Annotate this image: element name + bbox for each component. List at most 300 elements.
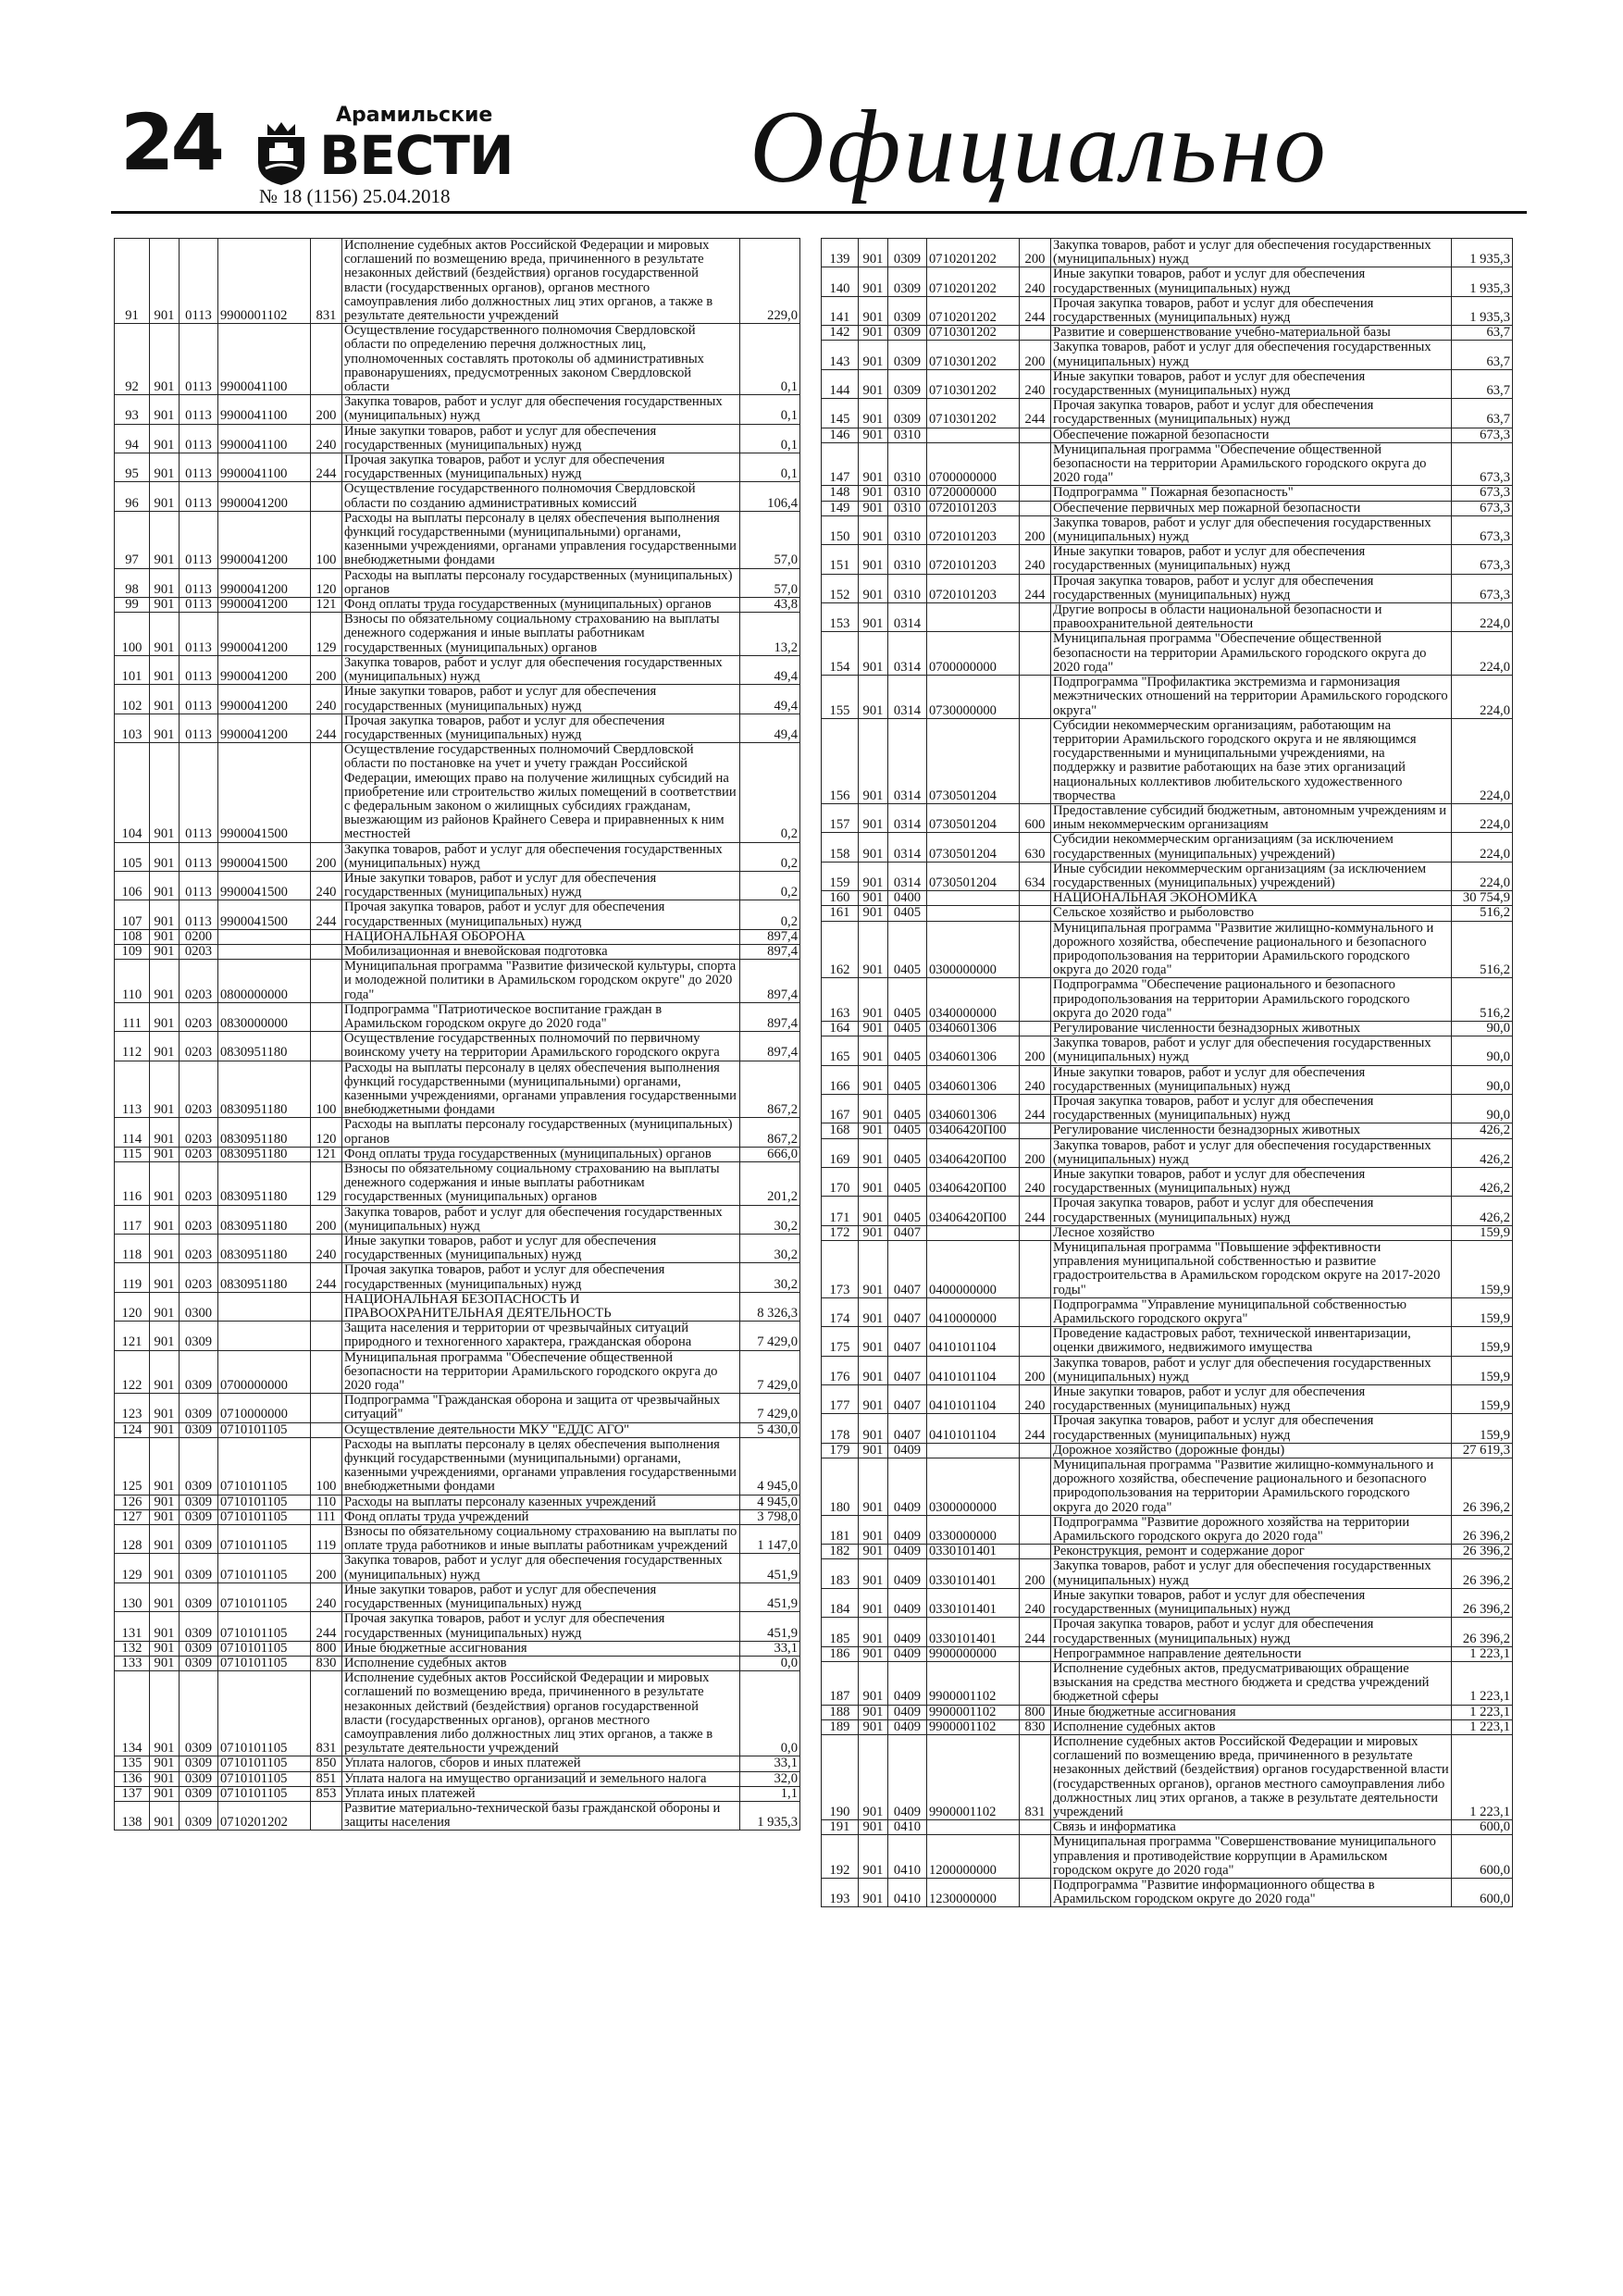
admin-code: 901 bbox=[859, 1094, 888, 1123]
description: Муниципальная программа "Развитие жилищно-коммунального и дорожного хозяйства, обеспечение рационального и безопасного природопользования на территории Арамильского городского округа до 2020 года" bbox=[1051, 921, 1452, 978]
row-number: 155 bbox=[822, 676, 859, 719]
table-row bbox=[115, 842, 800, 871]
amount: 1 935,3 bbox=[1452, 239, 1513, 267]
target-code: 1230000000 bbox=[927, 1878, 1020, 1906]
section-code: 0203 bbox=[180, 1263, 218, 1292]
expense-type-code: 244 bbox=[1020, 1094, 1051, 1123]
target-code: 0330101401 bbox=[927, 1588, 1020, 1617]
expense-type-code bbox=[1020, 442, 1051, 486]
amount: 1 147,0 bbox=[740, 1525, 800, 1554]
table-row bbox=[822, 239, 1513, 267]
target-code: 0700000000 bbox=[927, 442, 1020, 486]
row-number: 126 bbox=[115, 1495, 150, 1509]
amount: 90,0 bbox=[1452, 1094, 1513, 1123]
expense-type-code bbox=[1020, 501, 1051, 515]
target-code: 9900041200 bbox=[218, 482, 311, 511]
admin-code: 901 bbox=[859, 1225, 888, 1240]
table-row bbox=[822, 1168, 1513, 1197]
table-row bbox=[115, 1671, 800, 1756]
table-row bbox=[115, 1756, 800, 1771]
amount: 159,9 bbox=[1452, 1327, 1513, 1356]
budget-table-right bbox=[821, 238, 1513, 1907]
table-row bbox=[115, 929, 800, 944]
section-code: 0113 bbox=[180, 395, 218, 424]
target-code: 0710101105 bbox=[218, 1671, 311, 1756]
table-row bbox=[115, 1032, 800, 1061]
row-number: 151 bbox=[822, 545, 859, 574]
row-number: 148 bbox=[822, 486, 859, 501]
target-code: 0340601306 bbox=[927, 1094, 1020, 1123]
expense-type-code: 119 bbox=[311, 1525, 342, 1554]
amount: 26 396,2 bbox=[1452, 1618, 1513, 1646]
admin-code: 901 bbox=[859, 1545, 888, 1559]
target-code: 9900000000 bbox=[927, 1646, 1020, 1661]
description: Сельское хозяйство и рыболовство bbox=[1051, 906, 1452, 921]
page-header bbox=[111, 90, 1527, 213]
admin-code: 901 bbox=[859, 718, 888, 803]
table-row bbox=[115, 900, 800, 929]
description: Прочая закупка товаров, работ и услуг для обеспечения государственных (муниципальных) нужд bbox=[342, 1612, 740, 1641]
amount: 600,0 bbox=[1452, 1820, 1513, 1835]
section-code: 0310 bbox=[888, 501, 927, 515]
description: Иные закупки товаров, работ и услуг для обеспечения государственных (муниципальных) нужд bbox=[342, 871, 740, 900]
target-code: 9900041200 bbox=[218, 714, 311, 742]
section-code: 0409 bbox=[888, 1443, 927, 1458]
section-title: Официально bbox=[750, 90, 1329, 205]
amount: 426,2 bbox=[1452, 1197, 1513, 1225]
section-code: 0200 bbox=[180, 929, 218, 944]
amount: 426,2 bbox=[1452, 1138, 1513, 1167]
section-code: 0407 bbox=[888, 1385, 927, 1414]
table-row bbox=[115, 1061, 800, 1118]
amount: 666,0 bbox=[740, 1147, 800, 1161]
admin-code: 901 bbox=[859, 428, 888, 442]
amount: 106,4 bbox=[740, 482, 800, 511]
section-code: 0309 bbox=[180, 1509, 218, 1524]
expense-type-code bbox=[1020, 1123, 1051, 1138]
target-code: 0410000000 bbox=[927, 1297, 1020, 1326]
amount: 1 223,1 bbox=[1452, 1705, 1513, 1719]
section-code: 0410 bbox=[888, 1878, 927, 1906]
page-number: 24 bbox=[120, 97, 221, 188]
section-code: 0405 bbox=[888, 1123, 927, 1138]
section-code: 0309 bbox=[180, 1582, 218, 1611]
expense-type-code bbox=[1020, 718, 1051, 803]
amount: 516,2 bbox=[1452, 906, 1513, 921]
description: Подпрограмма "Патриотическое воспитание граждан в Арамильском городском округе до 2020 года" bbox=[342, 1002, 740, 1031]
admin-code: 901 bbox=[150, 1509, 180, 1524]
description: Реконструкция, ремонт и содержание дорог bbox=[1051, 1545, 1452, 1559]
row-number: 123 bbox=[115, 1394, 150, 1422]
admin-code: 901 bbox=[859, 1385, 888, 1414]
row-number: 175 bbox=[822, 1327, 859, 1356]
description: Прочая закупка товаров, работ и услуг для обеспечения государственных (муниципальных) нужд bbox=[1051, 1618, 1452, 1646]
table-row bbox=[822, 296, 1513, 325]
target-code: 0300000000 bbox=[927, 921, 1020, 978]
row-number: 121 bbox=[115, 1322, 150, 1350]
row-number: 143 bbox=[822, 341, 859, 369]
expense-type-code: 244 bbox=[1020, 296, 1051, 325]
table-row bbox=[822, 978, 1513, 1022]
row-number: 149 bbox=[822, 501, 859, 515]
expense-type-code: 244 bbox=[1020, 1197, 1051, 1225]
table-row bbox=[115, 1263, 800, 1292]
amount: 32,0 bbox=[740, 1771, 800, 1786]
target-code bbox=[927, 1820, 1020, 1835]
section-code: 0407 bbox=[888, 1225, 927, 1240]
table-row bbox=[115, 511, 800, 568]
section-code: 0409 bbox=[888, 1661, 927, 1705]
table-row bbox=[822, 1065, 1513, 1094]
row-number: 109 bbox=[115, 944, 150, 959]
section-code: 0314 bbox=[888, 603, 927, 632]
target-code: 0330101401 bbox=[927, 1618, 1020, 1646]
row-number: 117 bbox=[115, 1205, 150, 1234]
description: Подпрограмма "Развитие дорожного хозяйства на территории Арамильского городского округа до 2020 года" bbox=[1051, 1515, 1452, 1544]
section-code: 0405 bbox=[888, 1036, 927, 1065]
table-row bbox=[822, 399, 1513, 428]
amount: 224,0 bbox=[1452, 862, 1513, 890]
row-number: 94 bbox=[115, 424, 150, 453]
expense-type-code: 240 bbox=[1020, 1065, 1051, 1094]
amount: 1,1 bbox=[740, 1786, 800, 1801]
row-number: 111 bbox=[115, 1002, 150, 1031]
left-column bbox=[114, 238, 800, 1831]
amount: 5 430,0 bbox=[740, 1422, 800, 1437]
admin-code: 901 bbox=[859, 1458, 888, 1516]
amount: 43,8 bbox=[740, 598, 800, 613]
amount: 1 935,3 bbox=[1452, 296, 1513, 325]
admin-code: 901 bbox=[150, 1437, 180, 1495]
amount: 0,1 bbox=[740, 395, 800, 424]
admin-code: 901 bbox=[150, 613, 180, 656]
target-code: 0710201202 bbox=[927, 239, 1020, 267]
row-number: 167 bbox=[822, 1094, 859, 1123]
description: Фонд оплаты труда государственных (муниципальных) органов bbox=[342, 1147, 740, 1161]
amount: 897,4 bbox=[740, 1002, 800, 1031]
expense-type-code bbox=[311, 1801, 342, 1830]
amount: 0,1 bbox=[740, 324, 800, 395]
section-code: 0113 bbox=[180, 482, 218, 511]
amount: 26 396,2 bbox=[1452, 1458, 1513, 1516]
row-number: 146 bbox=[822, 428, 859, 442]
target-code: 9900041500 bbox=[218, 842, 311, 871]
expense-type-code bbox=[1020, 1545, 1051, 1559]
expense-type-code bbox=[1020, 486, 1051, 501]
row-number: 129 bbox=[115, 1554, 150, 1582]
description: Иные закупки товаров, работ и услуг для обеспечения государственных (муниципальных) нужд bbox=[1051, 1588, 1452, 1617]
row-number: 108 bbox=[115, 929, 150, 944]
admin-code: 901 bbox=[859, 1705, 888, 1719]
section-code: 0309 bbox=[888, 399, 927, 428]
expense-type-code: 830 bbox=[1020, 1719, 1051, 1734]
row-number: 153 bbox=[822, 603, 859, 632]
row-number: 178 bbox=[822, 1414, 859, 1443]
description: Закупка товаров, работ и услуг для обеспечения государственных (муниципальных) нужд bbox=[342, 1554, 740, 1582]
amount: 516,2 bbox=[1452, 978, 1513, 1022]
description: Закупка товаров, работ и услуг для обеспечения государственных (муниципальных) нужд bbox=[1051, 341, 1452, 369]
admin-code: 901 bbox=[859, 399, 888, 428]
expense-type-code: 240 bbox=[1020, 545, 1051, 574]
table-row bbox=[115, 685, 800, 714]
section-code: 0407 bbox=[888, 1356, 927, 1384]
row-number: 140 bbox=[822, 267, 859, 296]
expense-type-code bbox=[1020, 1661, 1051, 1705]
amount: 33,1 bbox=[740, 1641, 800, 1656]
admin-code: 901 bbox=[150, 1235, 180, 1263]
admin-code: 901 bbox=[859, 1820, 888, 1835]
row-number: 136 bbox=[115, 1771, 150, 1786]
description: Прочая закупка товаров, работ и услуг для обеспечения государственных (муниципальных) нужд bbox=[342, 453, 740, 482]
description: Иные закупки товаров, работ и услуг для обеспечения государственных (муниципальных) нужд bbox=[1051, 545, 1452, 574]
description: НАЦИОНАЛЬНАЯ ЭКОНОМИКА bbox=[1051, 891, 1452, 906]
expense-type-code bbox=[311, 960, 342, 1003]
amount: 13,2 bbox=[740, 613, 800, 656]
description: Подпрограмма "Гражданская оборона и защита от чрезвычайных ситуаций" bbox=[342, 1394, 740, 1422]
admin-code: 901 bbox=[150, 655, 180, 684]
admin-code: 901 bbox=[150, 1771, 180, 1786]
target-code: 0710101105 bbox=[218, 1786, 311, 1801]
amount: 201,2 bbox=[740, 1162, 800, 1206]
expense-type-code: 240 bbox=[1020, 1168, 1051, 1197]
section-code: 0309 bbox=[180, 1495, 218, 1509]
admin-code: 901 bbox=[150, 714, 180, 742]
expense-type-code: 853 bbox=[311, 1786, 342, 1801]
section-code: 0309 bbox=[888, 296, 927, 325]
amount: 159,9 bbox=[1452, 1241, 1513, 1298]
row-number: 161 bbox=[822, 906, 859, 921]
description: Осуществление государственного полномочия Свердловской области по определению перечня должностных лиц, уполномоченных составлять протоколы об административных правонарушениях, предусмотренных законом Свердловской области bbox=[342, 324, 740, 395]
admin-code: 901 bbox=[150, 960, 180, 1003]
table-row bbox=[822, 428, 1513, 442]
target-code: 0710201202 bbox=[927, 267, 1020, 296]
expense-type-code bbox=[1020, 1820, 1051, 1835]
section-code: 0314 bbox=[888, 676, 927, 719]
section-code: 0309 bbox=[180, 1437, 218, 1495]
target-code: 9900041200 bbox=[218, 613, 311, 656]
table-row bbox=[822, 1036, 1513, 1065]
section-code: 0309 bbox=[888, 239, 927, 267]
admin-code: 901 bbox=[859, 1559, 888, 1588]
row-number: 141 bbox=[822, 296, 859, 325]
amount: 426,2 bbox=[1452, 1168, 1513, 1197]
target-code: 9900001102 bbox=[927, 1734, 1020, 1819]
admin-code: 901 bbox=[150, 1554, 180, 1582]
target-code: 0710101105 bbox=[218, 1641, 311, 1656]
target-code: 9900041200 bbox=[218, 685, 311, 714]
amount: 159,9 bbox=[1452, 1297, 1513, 1326]
admin-code: 901 bbox=[150, 395, 180, 424]
amount: 159,9 bbox=[1452, 1225, 1513, 1240]
section-code: 0113 bbox=[180, 655, 218, 684]
description: Расходы на выплаты персоналу казенных учреждений bbox=[342, 1495, 740, 1509]
admin-code: 901 bbox=[859, 574, 888, 602]
table-row bbox=[822, 1138, 1513, 1167]
section-code: 0309 bbox=[180, 1394, 218, 1422]
row-number: 189 bbox=[822, 1719, 859, 1734]
section-code: 0400 bbox=[888, 891, 927, 906]
admin-code: 901 bbox=[859, 369, 888, 398]
amount: 30 754,9 bbox=[1452, 891, 1513, 906]
section-code: 0405 bbox=[888, 1065, 927, 1094]
row-number: 171 bbox=[822, 1197, 859, 1225]
row-number: 144 bbox=[822, 369, 859, 398]
table-row bbox=[115, 395, 800, 424]
description: Фонд оплаты труда государственных (муниципальных) органов bbox=[342, 598, 740, 613]
table-row bbox=[822, 632, 1513, 676]
admin-code: 901 bbox=[150, 900, 180, 929]
table-row bbox=[115, 1656, 800, 1670]
amount: 8 326,3 bbox=[740, 1292, 800, 1321]
row-number: 104 bbox=[115, 743, 150, 842]
admin-code: 901 bbox=[859, 341, 888, 369]
admin-code: 901 bbox=[150, 598, 180, 613]
section-code: 0410 bbox=[888, 1835, 927, 1879]
target-code bbox=[927, 603, 1020, 632]
admin-code: 901 bbox=[859, 1297, 888, 1326]
row-number: 113 bbox=[115, 1061, 150, 1118]
admin-code: 901 bbox=[150, 1656, 180, 1670]
table-row bbox=[822, 718, 1513, 803]
amount: 224,0 bbox=[1452, 803, 1513, 832]
target-code: 0730501204 bbox=[927, 862, 1020, 890]
admin-code: 901 bbox=[859, 1661, 888, 1705]
target-code: 9900041500 bbox=[218, 743, 311, 842]
description: Связь и информатика bbox=[1051, 1820, 1452, 1835]
admin-code: 901 bbox=[859, 1241, 888, 1298]
amount: 1 935,3 bbox=[740, 1801, 800, 1830]
expense-type-code: 240 bbox=[311, 871, 342, 900]
section-code: 0405 bbox=[888, 1138, 927, 1167]
expense-type-code bbox=[1020, 921, 1051, 978]
amount: 49,4 bbox=[740, 685, 800, 714]
target-code: 9900041100 bbox=[218, 324, 311, 395]
amount: 7 429,0 bbox=[740, 1322, 800, 1350]
expense-type-code: 100 bbox=[311, 1061, 342, 1118]
target-code: 0710101105 bbox=[218, 1554, 311, 1582]
description: Расходы на выплаты персоналу в целях обеспечения выполнения функций государственными (муниципальными) органами, казенными учреждениями, органами управления государственными внебюджетными фондами bbox=[342, 511, 740, 568]
amount: 673,3 bbox=[1452, 428, 1513, 442]
description: Закупка товаров, работ и услуг для обеспечения государственных (муниципальных) нужд bbox=[1051, 1356, 1452, 1384]
expense-type-code bbox=[1020, 428, 1051, 442]
expense-type-code: 830 bbox=[311, 1656, 342, 1670]
table-row bbox=[822, 1820, 1513, 1835]
expense-type-code bbox=[1020, 1241, 1051, 1298]
amount: 224,0 bbox=[1452, 632, 1513, 676]
admin-code: 901 bbox=[859, 1036, 888, 1065]
section-code: 0113 bbox=[180, 324, 218, 395]
description: Обеспечение пожарной безопасности bbox=[1051, 428, 1452, 442]
table-row bbox=[115, 1422, 800, 1437]
amount: 451,9 bbox=[740, 1582, 800, 1611]
target-code: 9900001102 bbox=[927, 1661, 1020, 1705]
target-code: 9900041500 bbox=[218, 900, 311, 929]
expense-type-code: 240 bbox=[311, 1235, 342, 1263]
target-code: 0710101105 bbox=[218, 1495, 311, 1509]
amount: 867,2 bbox=[740, 1118, 800, 1147]
table-row bbox=[115, 424, 800, 453]
description: Проведение кадастровых работ, технической инвентаризации, оценки движимого, недвижимого имущества bbox=[1051, 1327, 1452, 1356]
section-code: 0310 bbox=[888, 574, 927, 602]
row-number: 125 bbox=[115, 1437, 150, 1495]
description: Закупка товаров, работ и услуг для обеспечения государственных (муниципальных) нужд bbox=[1051, 1036, 1452, 1065]
description: Прочая закупка товаров, работ и услуг для обеспечения государственных (муниципальных) нужд bbox=[1051, 1197, 1452, 1225]
target-code: 0830951180 bbox=[218, 1118, 311, 1147]
section-code: 0310 bbox=[888, 428, 927, 442]
expense-type-code bbox=[311, 1032, 342, 1061]
admin-code: 901 bbox=[859, 1414, 888, 1443]
section-code: 0309 bbox=[180, 1525, 218, 1554]
row-number: 110 bbox=[115, 960, 150, 1003]
admin-code: 901 bbox=[150, 424, 180, 453]
description: Иные закупки товаров, работ и услуг для обеспечения государственных (муниципальных) нужд bbox=[1051, 1168, 1452, 1197]
table-row bbox=[115, 655, 800, 684]
table-row bbox=[822, 1878, 1513, 1906]
table-row bbox=[115, 1786, 800, 1801]
expense-type-code: 240 bbox=[1020, 369, 1051, 398]
amount: 1 223,1 bbox=[1452, 1661, 1513, 1705]
row-number: 132 bbox=[115, 1641, 150, 1656]
row-number: 92 bbox=[115, 324, 150, 395]
row-number: 100 bbox=[115, 613, 150, 656]
table-row bbox=[822, 1719, 1513, 1734]
section-code: 0410 bbox=[888, 1820, 927, 1835]
description: Непрограммное направление деятельности bbox=[1051, 1646, 1452, 1661]
expense-type-code bbox=[1020, 603, 1051, 632]
description: Прочая закупка товаров, работ и услуг для обеспечения государственных (муниципальных) нужд bbox=[342, 714, 740, 742]
section-code: 0309 bbox=[180, 1612, 218, 1641]
row-number: 116 bbox=[115, 1162, 150, 1206]
row-number: 120 bbox=[115, 1292, 150, 1321]
description: Взносы по обязательному социальному страхованию на выплаты по оплате труда работников и иные выплаты работникам учреждений bbox=[342, 1525, 740, 1554]
target-code: 0830951180 bbox=[218, 1032, 311, 1061]
row-number: 128 bbox=[115, 1525, 150, 1554]
table-row bbox=[115, 1147, 800, 1161]
row-number: 185 bbox=[822, 1618, 859, 1646]
description: НАЦИОНАЛЬНАЯ БЕЗОПАСНОСТЬ И ПРАВООХРАНИТЕЛЬНАЯ ДЕЯТЕЛЬНОСТЬ bbox=[342, 1292, 740, 1321]
amount: 30,2 bbox=[740, 1263, 800, 1292]
row-number: 180 bbox=[822, 1458, 859, 1516]
section-code: 0310 bbox=[888, 442, 927, 486]
section-code: 0310 bbox=[888, 545, 927, 574]
budget-table-left bbox=[114, 238, 800, 1831]
amount: 224,0 bbox=[1452, 833, 1513, 862]
description: Иные закупки товаров, работ и услуг для обеспечения государственных (муниципальных) нужд bbox=[342, 1582, 740, 1611]
expense-type-code: 200 bbox=[1020, 341, 1051, 369]
section-code: 0405 bbox=[888, 921, 927, 978]
target-code: 0720000000 bbox=[927, 486, 1020, 501]
row-number: 147 bbox=[822, 442, 859, 486]
admin-code: 901 bbox=[150, 929, 180, 944]
expense-type-code bbox=[311, 1322, 342, 1350]
table-row bbox=[822, 1618, 1513, 1646]
row-number: 159 bbox=[822, 862, 859, 890]
target-code: 0830951180 bbox=[218, 1263, 311, 1292]
admin-code: 901 bbox=[150, 1671, 180, 1756]
expense-type-code: 240 bbox=[1020, 1385, 1051, 1414]
description: Иные закупки товаров, работ и услуг для обеспечения государственных (муниципальных) нужд bbox=[1051, 267, 1452, 296]
amount: 30,2 bbox=[740, 1205, 800, 1234]
table-row bbox=[822, 1661, 1513, 1705]
section-code: 0203 bbox=[180, 1205, 218, 1234]
section-code: 0405 bbox=[888, 1021, 927, 1036]
expense-type-code: 240 bbox=[311, 1582, 342, 1611]
section-code: 0309 bbox=[180, 1554, 218, 1582]
row-number: 186 bbox=[822, 1646, 859, 1661]
section-code: 0309 bbox=[180, 1801, 218, 1830]
admin-code: 901 bbox=[859, 1618, 888, 1646]
expense-type-code bbox=[1020, 1021, 1051, 1036]
